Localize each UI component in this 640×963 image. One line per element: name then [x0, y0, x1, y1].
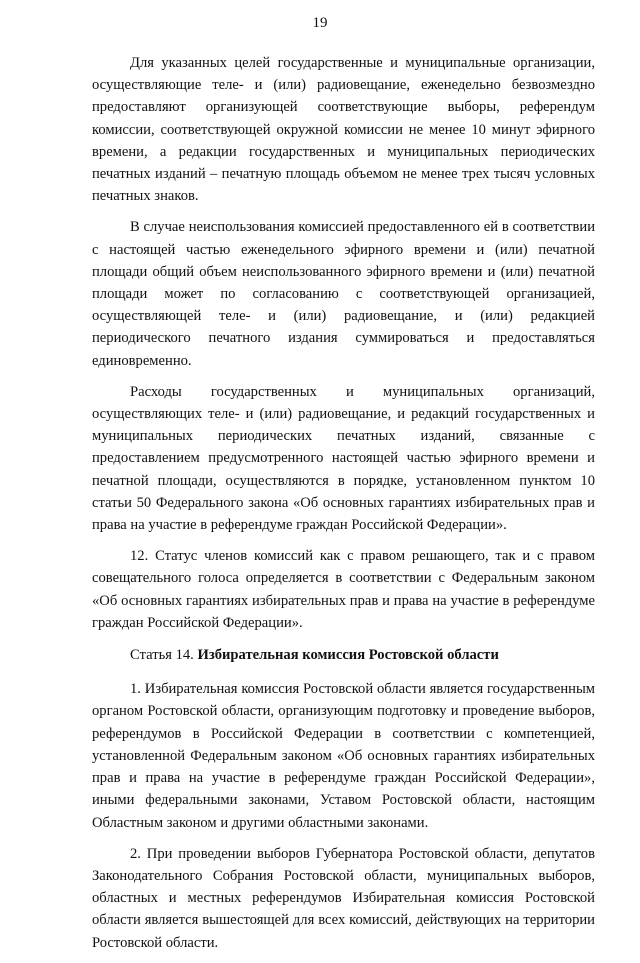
paragraph-item-12: 12. Статус членов комиссий как с правом решающего, так и с правом совещательного голоса определяется в соответствии с Федеральным законом «Об основных гарантиях избирательных прав и права на участие в референдуме граждан Российской Федерации».	[92, 548, 595, 631]
paragraph-unused-airtime: В случае неиспользования комиссией предоставленного ей в соответствии с настоящей частью еженедельного эфирного времени и (или) печатной площади общий объем неиспользованного эфирного времени и (или) печатной площади может по согласованию с соответствующей организацией, осуществляющей теле- и (или) радиовещание, и (или) редакцией периодического печатного издания суммироваться и предоставляться единовременно.	[92, 219, 595, 369]
document-body	[92, 52, 595, 963]
article-prefix: Статья 14.	[130, 647, 194, 664]
article-heading	[92, 644, 595, 666]
paragraph-item-2: 2. При проведении выборов Губернатора Ростовской области, депутатов Законодательного Собрания Ростовской области, муниципальных выборов, областных и местных референдумов Избирательная комиссия Ростовской области является вышестоящей для всех комиссий, действующих на территории Ростовской области.	[92, 845, 595, 951]
article-title: Избирательная комиссия Ростовской области	[197, 647, 499, 664]
paragraph-item-1: 1. Избирательная комиссия Ростовской области является государственным органом Ростовской области, организующим подготовку и проведение выборов, референдумов в Российской Федерации в соответствии с компетенцией, установленной Федеральным законом «Об основных гарантиях избирательных прав и права на участие в референдуме граждан Российской Федерации», иными федеральными законами, Уставом Ростовской области, настоящим Областным законом и другими областными законами.	[92, 681, 595, 831]
paragraph-airtime-provision: Для указанных целей государственные и муниципальные организации, осуществляющие теле- и (или) радиовещание, еженедельно безвозмездно предоставляют организующей соответствующие выборы, референдум комиссии, соответствующей окружной комиссии не менее 10 минут эфирного времени, а редакции государственных и муниципальных периодических печатных изданий – печатную площадь объемом не менее трех тысяч условных печатных знаков.	[92, 55, 595, 205]
paragraph-expenses: Расходы государственных и муниципальных организаций, осуществляющих теле- и (или) радиовещание, и редакций государственных и муниципальных периодических печатных изданий, связанные с предоставлением предусмотренного настоящей частью эфирного времени и печатной площади, осуществляются в порядке, установленном пунктом 10 статьи 50 Федерального закона «Об основных гарантиях избирательных прав и права на участие в референдуме граждан Российской Федерации».	[92, 383, 595, 534]
page-number: 19	[312, 15, 328, 31]
